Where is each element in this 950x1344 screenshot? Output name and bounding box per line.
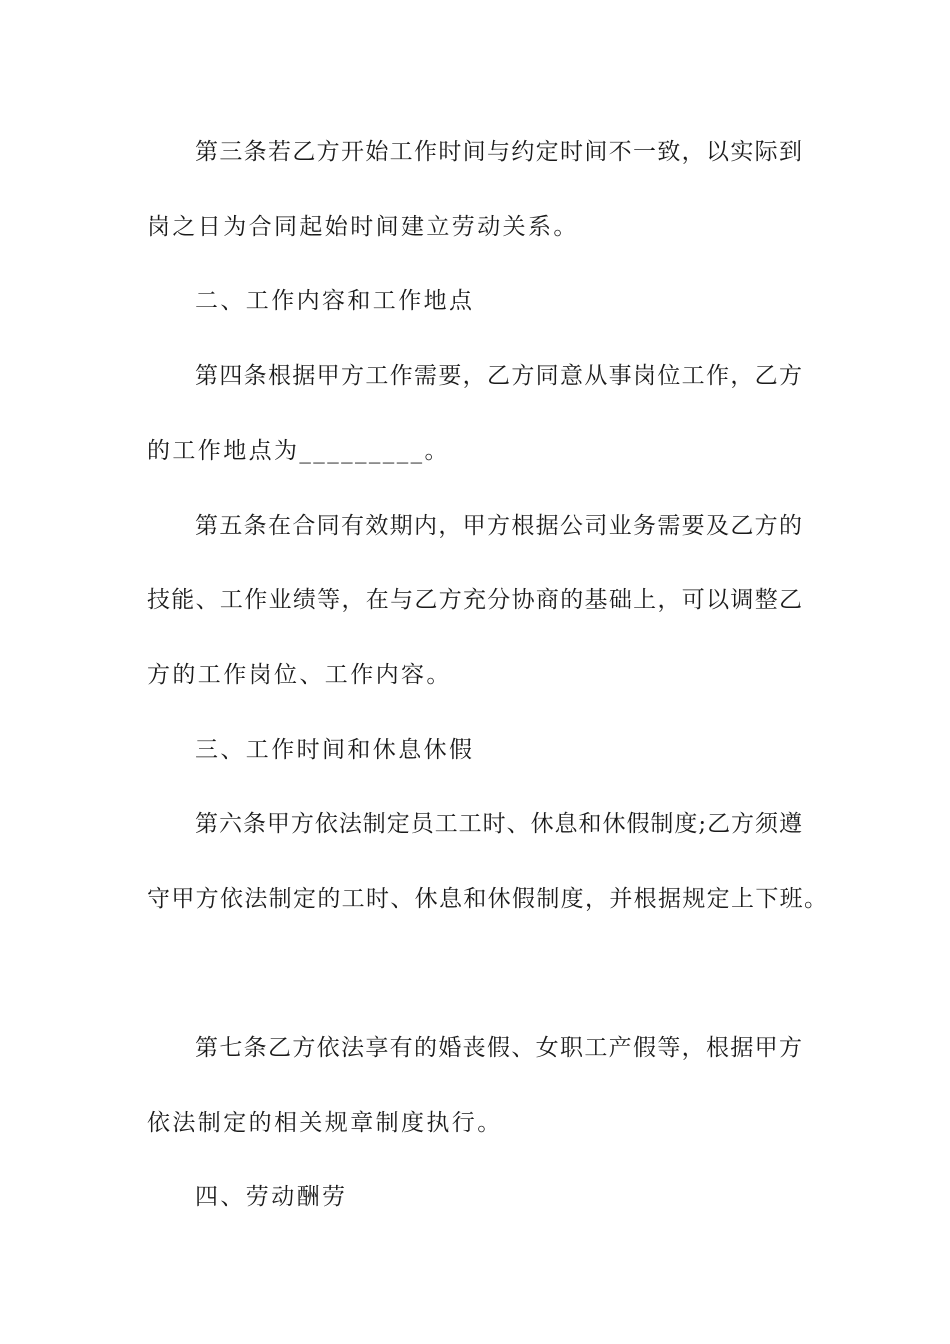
article-5-line-2: 技能、工作业绩等，在与乙方充分协商的基础上，可以调整乙 — [147, 587, 802, 613]
article-3-line-2: 岗之日为合同起始时间建立劳动关系。 — [147, 214, 579, 240]
article-7-line-2: 依法制定的相关规章制度执行。 — [147, 1110, 503, 1136]
article-5-line-1: 第五条在合同有效期内，甲方根据公司业务需要及乙方的 — [195, 513, 802, 539]
article-4-line-2: 的工作地点为_________。 — [147, 438, 450, 464]
article-3-line-1: 第三条若乙方开始工作时间与约定时间不一致，以实际到 — [195, 139, 802, 165]
section-2-heading: 二、工作内容和工作地点 — [195, 288, 475, 314]
article-6-line-1: 第六条甲方依法制定员工工时、休息和休假制度;乙方须遵 — [195, 811, 802, 837]
article-6-line-2: 守甲方依法制定的工时、休息和休假制度，并根据规定上下班。 — [147, 886, 827, 912]
section-4-heading: 四、劳动酬劳 — [195, 1184, 348, 1210]
article-4-line-1: 第四条根据甲方工作需要，乙方同意从事岗位工作，乙方 — [195, 363, 802, 389]
article-7-line-1: 第七条乙方依法享有的婚丧假、女职工产假等，根据甲方 — [195, 1035, 802, 1061]
section-3-heading: 三、工作时间和休息休假 — [195, 737, 475, 763]
article-5-line-3: 方的工作岗位、工作内容。 — [147, 662, 452, 688]
